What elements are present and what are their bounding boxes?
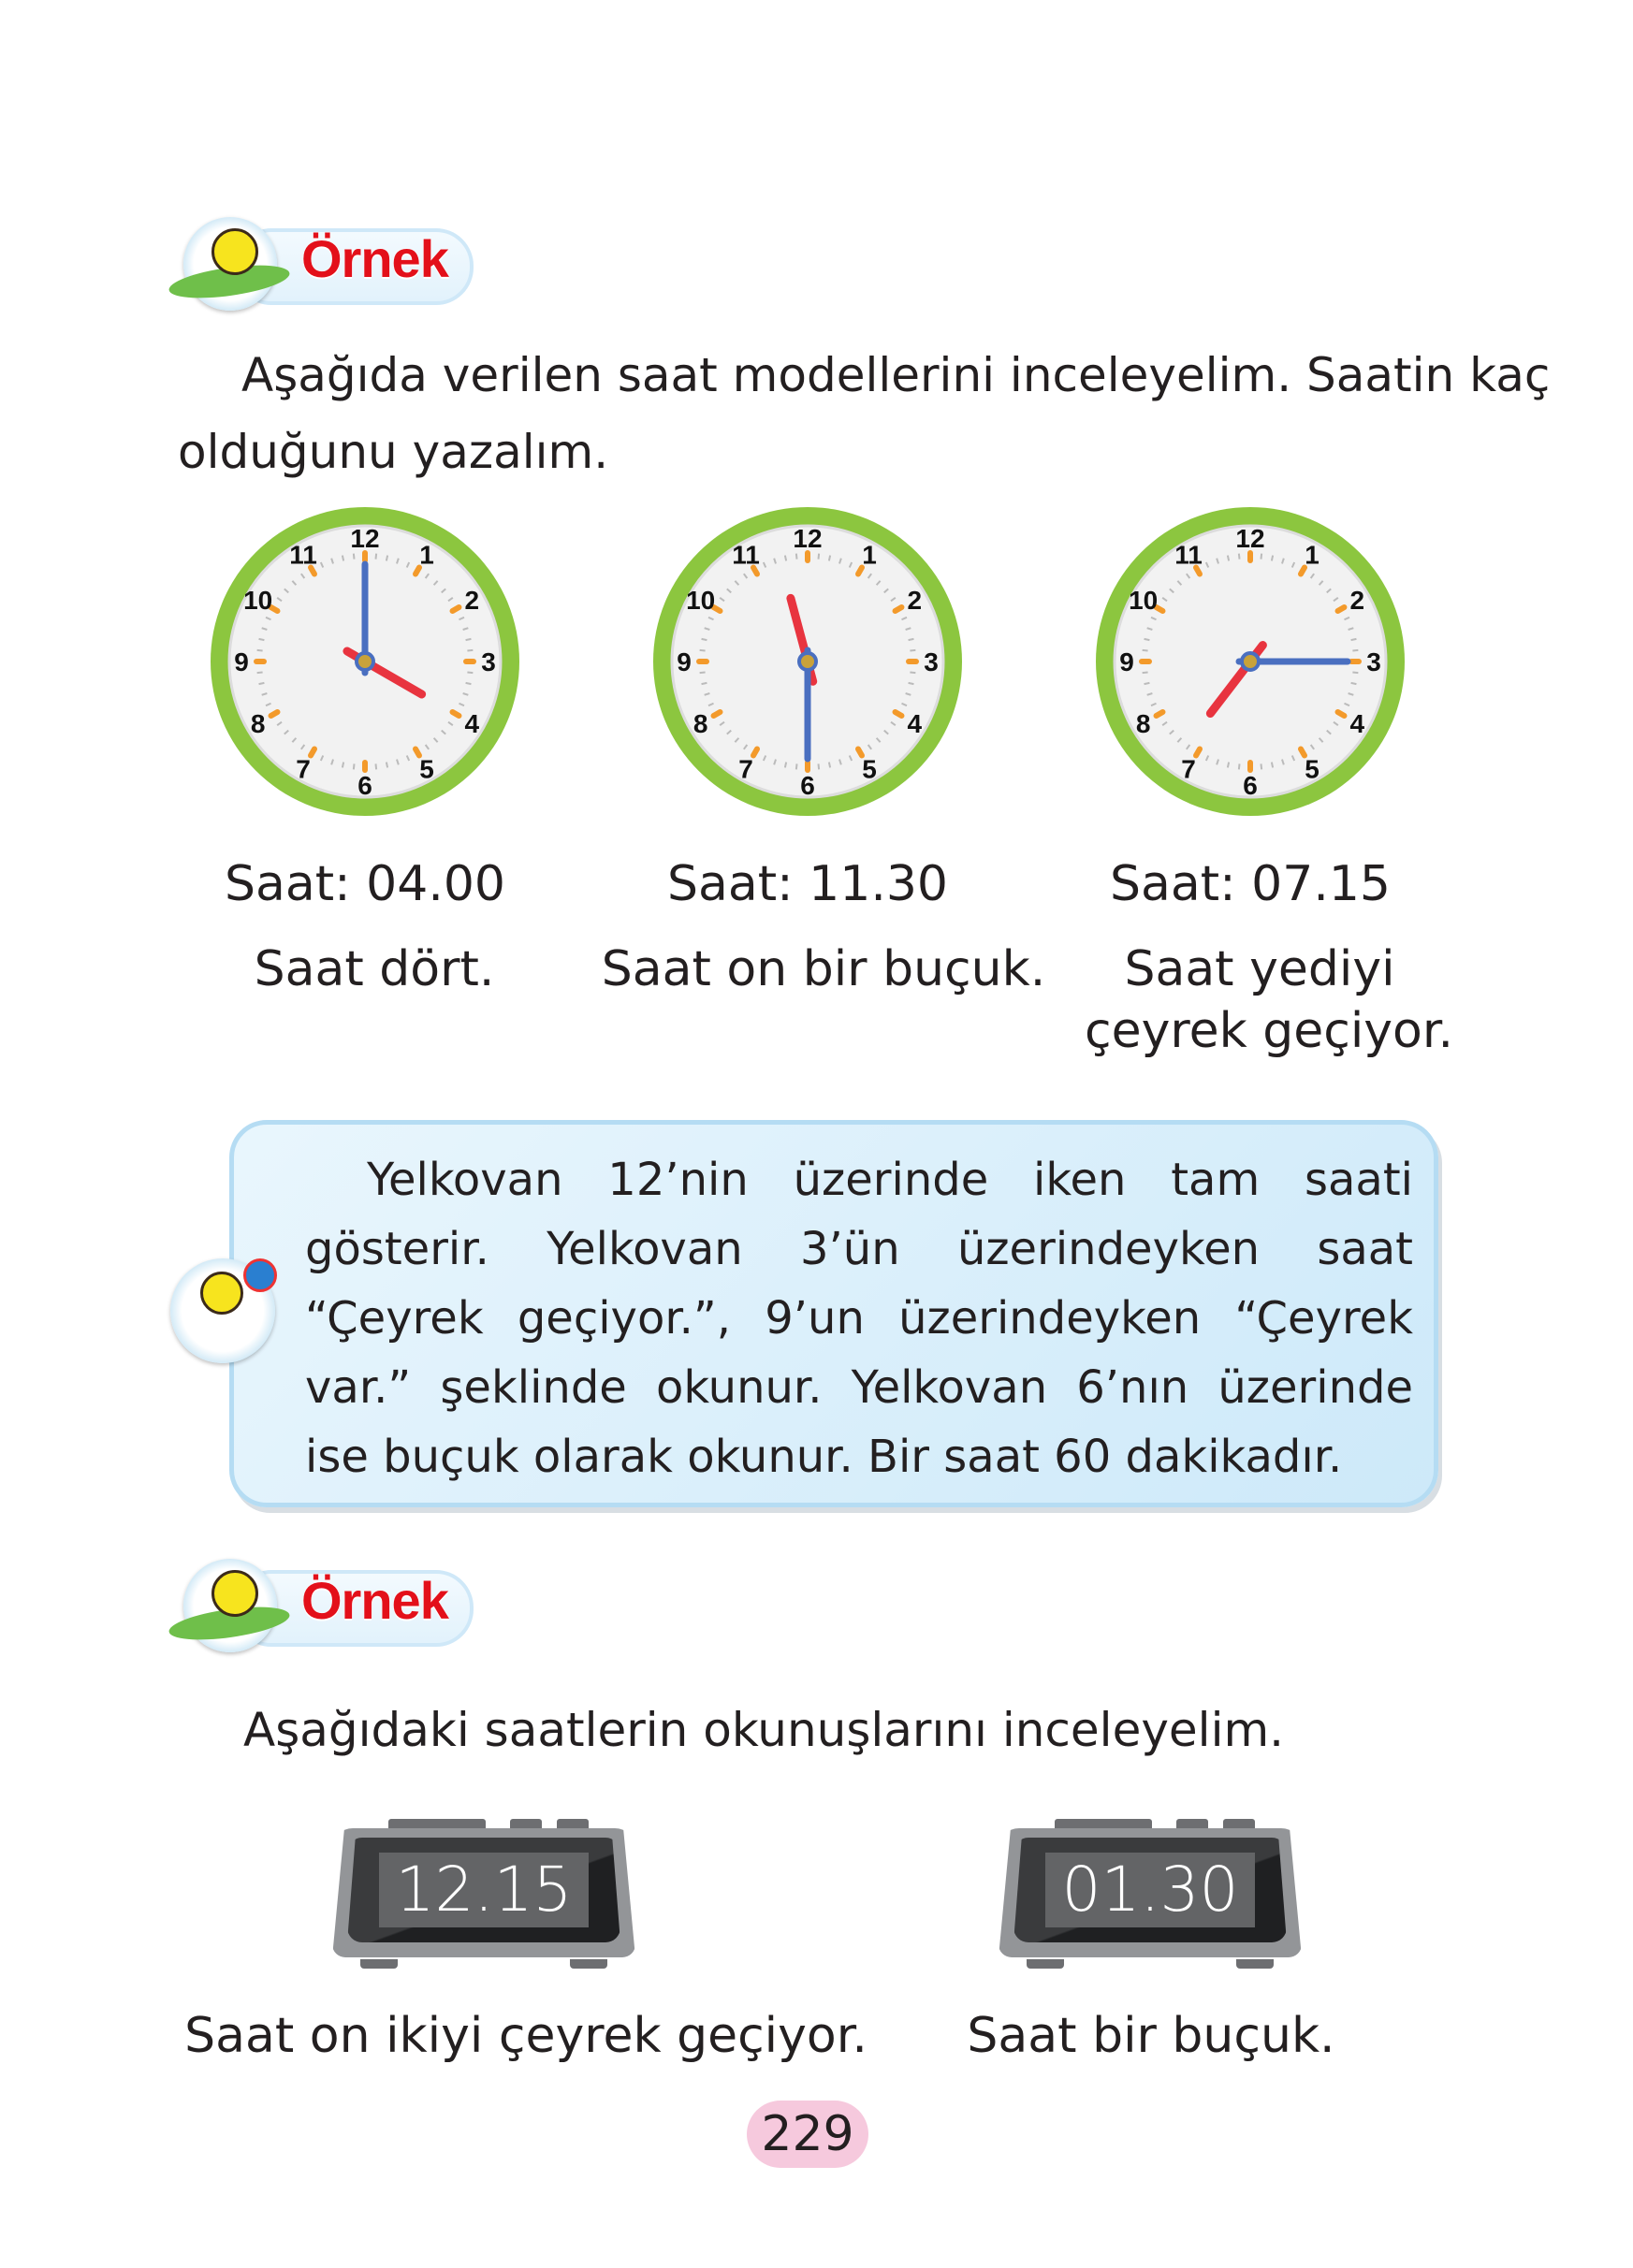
instruction: Aşağıdaki saatlerin okunuşlarını inceleyelim. xyxy=(243,1703,1285,1757)
minute-tick xyxy=(257,672,263,673)
hour-tick xyxy=(1157,712,1163,716)
bee-megaphone-icon xyxy=(170,1258,275,1363)
minute-tick xyxy=(1239,763,1240,769)
minute-tick xyxy=(375,554,376,560)
minute-tick xyxy=(354,763,355,769)
dial-number: 7 xyxy=(1181,754,1196,784)
hour-tick xyxy=(1196,749,1200,756)
dial-number: 8 xyxy=(693,709,708,738)
clock-reading: çeyrek geçiyor. xyxy=(1085,1003,1453,1059)
dial-number: 1 xyxy=(1305,540,1320,570)
hour-tick xyxy=(1338,607,1345,611)
minute-tick xyxy=(829,763,830,768)
dial-number: 5 xyxy=(419,754,434,784)
minute-tick xyxy=(818,554,819,560)
minute-tick xyxy=(785,556,786,561)
dial-number: 12 xyxy=(350,524,380,553)
minute-tick xyxy=(909,683,914,684)
clock-digital-time: Saat: 04.00 xyxy=(224,856,506,912)
dial-number: 12 xyxy=(793,524,823,553)
minute-tick xyxy=(700,672,706,673)
clock-reading: Saat dört. xyxy=(254,941,495,997)
dial-number: 10 xyxy=(1129,586,1159,615)
minute-tick xyxy=(1239,554,1240,560)
minute-tick xyxy=(796,763,797,769)
minute-tick xyxy=(1143,650,1148,651)
minute-tick xyxy=(910,650,915,651)
dial-number: 4 xyxy=(907,709,923,738)
minute-tick xyxy=(467,672,473,673)
dial-number: 9 xyxy=(234,647,249,676)
dial-number: 2 xyxy=(907,586,923,615)
dial-number: 4 xyxy=(464,709,480,738)
dial-number: 12 xyxy=(1235,524,1265,553)
minute-tick xyxy=(1352,650,1358,651)
minute-tick xyxy=(354,554,355,560)
analog-clock xyxy=(1091,502,1409,821)
hour-tick xyxy=(896,712,902,716)
minute-tick xyxy=(466,639,472,640)
dial-number: 1 xyxy=(862,540,877,570)
badge-label: Örnek xyxy=(301,229,448,288)
page-number: 229 xyxy=(747,2101,868,2168)
minute-tick xyxy=(818,763,819,769)
dial-number: 9 xyxy=(1119,647,1134,676)
minute-tick xyxy=(257,650,263,651)
bee-icon xyxy=(211,1570,258,1617)
dial-number: 3 xyxy=(1366,647,1381,676)
clock-center-pin xyxy=(799,653,816,670)
dial-number: 8 xyxy=(250,709,266,738)
minute-tick xyxy=(1143,672,1148,673)
dial-number: 11 xyxy=(732,540,760,570)
clock-reading: Saat yediyi xyxy=(1124,941,1395,997)
hour-tick xyxy=(896,607,902,611)
minute-tick xyxy=(1351,639,1357,640)
minute-tick xyxy=(796,554,797,560)
minute-tick xyxy=(702,683,707,684)
dial-number: 3 xyxy=(924,647,939,676)
minute-tick xyxy=(1272,763,1273,768)
hour-tick xyxy=(753,749,757,756)
info-box xyxy=(229,1120,1438,1507)
alarm-reading: Saat on ikiyi çeyrek geçiyor. xyxy=(184,2008,868,2064)
analog-clock xyxy=(649,502,967,821)
minute-tick xyxy=(1352,672,1358,673)
clock-center-pin xyxy=(1242,653,1259,670)
example-badge xyxy=(168,1557,470,1654)
hour-tick xyxy=(271,712,278,716)
minute-tick xyxy=(1228,556,1229,561)
analog-clock xyxy=(206,502,524,821)
minute-tick xyxy=(386,556,387,561)
minute-tick xyxy=(702,639,707,640)
alarm-display: 12.15 xyxy=(379,1853,589,1927)
minute-tick xyxy=(1145,683,1150,684)
hour-tick xyxy=(453,712,459,716)
dial-number: 6 xyxy=(357,771,372,800)
minute-tick xyxy=(1145,639,1150,640)
instruction-line-2: olduğunu yazalım. xyxy=(178,425,609,479)
dial-number: 4 xyxy=(1349,709,1365,738)
dial-number: 7 xyxy=(738,754,753,784)
minute-tick xyxy=(259,639,265,640)
dial-number: 1 xyxy=(419,540,434,570)
dial-number: 11 xyxy=(289,540,317,570)
dial-number: 10 xyxy=(243,586,273,615)
clock-digital-time: Saat: 07.15 xyxy=(1109,856,1392,912)
minute-tick xyxy=(467,650,473,651)
dial-number: 8 xyxy=(1135,709,1151,738)
minute-tick xyxy=(909,639,914,640)
megaphone-icon xyxy=(243,1258,277,1292)
digital-alarm-clock xyxy=(332,1819,635,1969)
minute-tick xyxy=(259,683,265,684)
dial-number: 9 xyxy=(677,647,692,676)
dial-number: 11 xyxy=(1174,540,1203,570)
minute-tick xyxy=(829,556,830,561)
bee-icon xyxy=(211,228,258,275)
minute-tick xyxy=(785,763,786,768)
badge-label: Örnek xyxy=(301,1571,448,1630)
dial-number: 10 xyxy=(686,586,716,615)
dial-number: 5 xyxy=(862,754,877,784)
example-badge xyxy=(168,215,470,313)
digital-alarm-clock xyxy=(999,1819,1302,1969)
dial-number: 6 xyxy=(1243,771,1258,800)
clock-center-pin xyxy=(357,653,373,670)
clock-digital-time: Saat: 11.30 xyxy=(666,856,949,912)
dial-number: 6 xyxy=(800,771,815,800)
bee-icon xyxy=(200,1272,243,1315)
hour-tick xyxy=(453,607,459,611)
alarm-display: 01.30 xyxy=(1045,1853,1255,1927)
clock-reading: Saat on bir buçuk. xyxy=(601,941,1046,997)
instruction-line-1: Aşağıda verilen saat modellerini inceleyelim. Saatin kaç xyxy=(241,348,1551,402)
dial-number: 5 xyxy=(1305,754,1320,784)
minute-tick xyxy=(1351,683,1357,684)
dial-number: 3 xyxy=(481,647,496,676)
alarm-reading: Saat bir buçuk. xyxy=(967,2008,1335,2064)
minute-tick xyxy=(1228,763,1229,768)
minute-tick xyxy=(910,672,915,673)
dial-number: 2 xyxy=(1349,586,1365,615)
hour-tick xyxy=(1338,712,1345,716)
minute-tick xyxy=(1272,556,1273,561)
dial-number: 7 xyxy=(296,754,311,784)
minute-tick xyxy=(700,650,706,651)
info-text: Yelkovan 12’nin üzerinde iken tam saati gösterir. Yelkovan 3’ün üzerindeyken saat “Çeyrek geçiyor.”, 9’un üzerindeyken “Çeyrek var.” şeklinde okunur. Yelkovan 6’nın üzerinde ise buçuk olarak okunur. Bir saat 60 dakikadır. xyxy=(305,1154,1413,1483)
minute-tick xyxy=(466,683,472,684)
hour-tick xyxy=(714,712,721,716)
hour-tick xyxy=(311,749,314,756)
minute-tick xyxy=(386,763,387,768)
info-text-wrap xyxy=(305,1145,1413,1491)
dial-number: 2 xyxy=(464,586,480,615)
minute-tick xyxy=(375,763,376,769)
